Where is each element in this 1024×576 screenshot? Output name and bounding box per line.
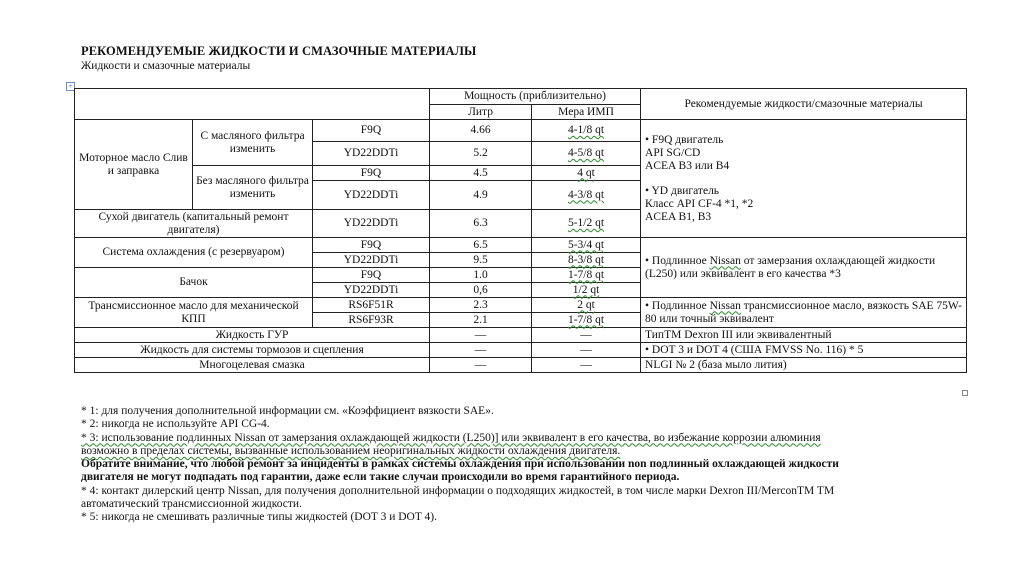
liter-cell: 6.3 [430, 210, 532, 238]
engine-cell: YD22DDTi [313, 142, 430, 166]
imp-cell: 1/2 qt [532, 283, 641, 298]
liter-cell: 5.2 [430, 142, 532, 166]
imp-cell: — [532, 343, 641, 358]
cooling-label: Система охлаждения (с резервуаром) [75, 238, 313, 268]
imp-cell: 4-3/8 qt [532, 181, 641, 210]
fluids-header: Рекомендуемые жидкости/смазочные материалы [641, 89, 967, 120]
tank-label: Бачок [75, 268, 313, 298]
power-steering-spec: ТипTM Dexron III или эквивалентный [641, 328, 967, 343]
engine-cell: YD22DDTi [313, 253, 430, 268]
engine-cell: F9Q [313, 238, 430, 253]
footnote-3: * 3: использование подлинных Nissan от замерзания охлаждающей жидкости (L250)] или эквивалент в его качества, во избежание коррозии алюминия [81, 431, 821, 444]
liter-cell: 1.0 [430, 268, 532, 283]
liter-cell: 4.66 [430, 120, 532, 142]
imp-cell: 5-3/4 qt [532, 238, 641, 253]
imp-cell: 4-1/8 qt [532, 120, 641, 142]
transmission-spec-cell: • Подлинное Nissan трансмиссионное масло, вязкость SAE 75W-80 или точный эквивалент [641, 298, 967, 328]
liter-cell: — [430, 328, 532, 343]
table-move-handle-icon[interactable]: + [66, 82, 75, 91]
fluids-table [74, 88, 967, 373]
engine-cell: F9Q [313, 166, 430, 181]
imp-cell: 1-7/8 qt [532, 313, 641, 328]
document-subtitle: Жидкости и смазочные материалы [81, 60, 251, 72]
imp-cell: 8-3/8 qt [532, 253, 641, 268]
with-filter-label: С масляного фильтра изменить [193, 120, 313, 166]
oil-spec-cell: • F9Q двигатель API SG/CD ACEA B3 или B4 • YD двигатель Класс API CF-4 *1, *2 ACEA B1, B3 [641, 120, 967, 238]
liter-cell: 0,6 [430, 283, 532, 298]
liter-cell: 2.3 [430, 298, 532, 313]
imp-cell: 4-5/8 qt [532, 142, 641, 166]
warranty-warning: Обратите внимание, что любой ремонт за инциденты в рамках системы охлаждения при использовании non подлинный охлаждающей жидкости [81, 458, 839, 471]
imp-cell: 5-1/2 qt [532, 210, 641, 238]
footnote-3-cont: возможно в пределах системы, вызванные использованием неоригинальных жидкости охлаждения двигателя. [81, 444, 621, 457]
liter-cell: 9.5 [430, 253, 532, 268]
liter-cell: 6.5 [430, 238, 532, 253]
liter-cell: 2.1 [430, 313, 532, 328]
engine-cell: F9Q [313, 120, 430, 142]
engine-cell: F9Q [313, 268, 430, 283]
brake-fluid-label: Жидкость для системы тормозов и сцепления [75, 343, 430, 358]
capacity-header: Мощность (приблизительно) [430, 89, 641, 105]
liter-cell: 4.5 [430, 166, 532, 181]
power-steering-label: Жидкость ГУР [75, 328, 430, 343]
table-resize-handle[interactable] [962, 390, 968, 396]
dry-engine-label: Сухой двигатель (капитальный ремонт двигателя) [75, 210, 313, 238]
imp-cell: — [532, 358, 641, 373]
header-blank [75, 89, 430, 120]
warranty-warning-cont: двигателя не могут подпадать под гарантии, даже если такие случаи происходили во время гарантийного периода. [81, 471, 680, 484]
imp-cell: 2 qt [532, 298, 641, 313]
imp-cell: 1-7/8 qt [532, 268, 641, 283]
coolant-spec-cell: • Подлинное Nissan от замерзания охлаждающей жидкости (L250) или эквивалент в его качества *3 [641, 238, 967, 298]
document-title: РЕКОМЕНДУЕМЫЕ ЖИДКОСТИ И СМАЗОЧНЫЕ МАТЕРИАЛЫ [81, 44, 477, 58]
liter-header: Литр [430, 105, 532, 120]
footnote-2: * 2: никогда не используйте API CG-4. [81, 418, 270, 431]
imp-cell: — [532, 328, 641, 343]
liter-cell: — [430, 343, 532, 358]
engine-oil-label: Моторное масло Слив и заправка [75, 120, 193, 210]
footnote-1: * 1: для получения дополнительной информации см. «Коэффициент вязкости SAE». [81, 405, 494, 417]
engine-cell: YD22DDTi [313, 181, 430, 210]
engine-cell: YD22DDTi [313, 283, 430, 298]
brake-fluid-spec: • DOT 3 и DOT 4 (США FMVSS No. 116) * 5 [641, 343, 967, 358]
imp-header: Мера ИМП [532, 105, 641, 120]
footnote-5: * 5: никогда не смешивать различные типы жидкостей (DOT 3 и DOT 4). [81, 511, 438, 524]
grease-spec: NLGI № 2 (база мыло лития) [641, 358, 967, 373]
transmission-label: Трансмиссионное масло для механической КПП [75, 298, 313, 328]
liter-cell: — [430, 358, 532, 373]
engine-cell: RS6F51R [313, 298, 430, 313]
engine-cell: YD22DDTi [313, 210, 430, 238]
footnote-4-cont: автоматический трансмиссионной жидкости. [81, 498, 302, 511]
imp-cell: 4 qt [532, 166, 641, 181]
engine-cell: RS6F93R [313, 313, 430, 328]
footnote-4: * 4: контакт дилерский центр Nissan, для получения дополнительной информации о подходящих жидкостей, в том числе марки Dexron III/MerconTM TM [81, 484, 835, 497]
liter-cell: 4.9 [430, 181, 532, 210]
grease-label: Многоцелевая смазка [75, 358, 430, 373]
without-filter-label: Без масляного фильтра изменить [193, 166, 313, 210]
footnotes [81, 405, 971, 525]
